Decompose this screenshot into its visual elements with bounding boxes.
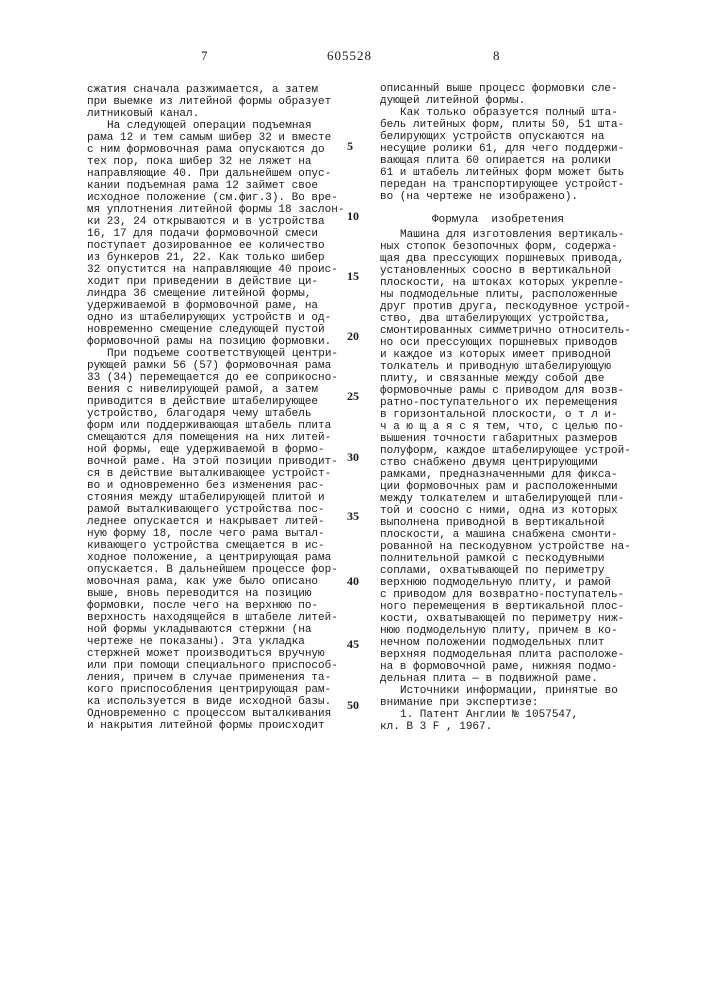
text-line: рама 12 и тем самым шибер 32 и вместе [87,132,344,144]
text-line: установленных соосно в вертикальной [380,265,631,277]
text-line: При подъеме соответствующей центри- [87,348,344,360]
formula-heading: Формула изобретения [432,214,564,226]
text-line: верхность находящейся в штабеле литей- [87,612,344,624]
text-line: ратно-поступательного их перемещения [380,397,631,409]
text-line: удерживаемой в формовочной раме, на [87,300,344,312]
text-line: полнительной рамкой с пескодувными [380,553,631,565]
text-line: между толкателем и штабелирующей пли- [380,493,631,505]
text-line: формовочной рамы на позицию формовки. [87,336,344,348]
text-line: полуформ, каждое штабелирующее устрой- [380,445,631,457]
text-line: и каждое из которых имеет приводной [380,349,631,361]
text-line: соплами, охватывающей по периметру [380,565,631,577]
text-line: плоскости, а машина снабжена смонти- [380,529,631,541]
text-line: верхнюю подмодельную плиту, и рамой [380,577,631,589]
text-line: нюю подмодельную плиту, причем в ко- [380,625,631,637]
text-line: кании подъемная рама 12 займет свое [87,180,344,192]
text-line: опускается. В дальнейшем процессе фор- [87,564,344,576]
text-line: описанный выше процесс формовки сле- [380,83,624,95]
text-line: вочной раме. На этой позиции приводит- [87,456,344,468]
text-line: стояния между штабелирующей плитой и [87,492,344,504]
text-line: на в формовочной раме, нижняя подмо- [380,661,631,673]
text-line: ной формы, еще удерживаемой в формо- [87,444,344,456]
text-line: смонтированных симметрично относитель- [380,325,631,337]
text-line: кости, охватывающей по периметру ниж- [380,613,631,625]
line-number: 45 [347,637,359,652]
text-line: тех пор, пока шибер 32 не ляжет на [87,156,344,168]
text-line: 1. Патент Англии № 1057547, [380,709,631,721]
text-line: стержней может производиться вручную [87,648,344,660]
text-line: сжатия сначала разжимается, а затем [87,84,344,96]
patent-number: 605528 [327,48,372,64]
line-number: 30 [347,450,359,465]
text-line: вающая плита 60 опирается на ролики [380,155,624,167]
text-line: вения с нивелирующей рамой, а затем [87,384,344,396]
text-line: устройство, благодаря чему штабель [87,408,344,420]
text-line: рамками, предназначенными для фикса- [380,469,631,481]
text-line: ную форму 18, после чего рама вытал- [87,528,344,540]
text-line: ходит при приведении в действие ци- [87,276,344,288]
text-line: леднее опускается и накрывает литей- [87,516,344,528]
text-line: при выемке из литейной формы образует [87,96,344,108]
text-line: в горизонтальной плоскости, о т л и- [380,409,631,421]
text-line: новременно смещение следующей пустой [87,324,344,336]
line-number: 40 [347,574,359,589]
line-number: 20 [347,329,359,344]
text-line: несущие ролики 61, для чего поддержи- [380,143,624,155]
text-line: плиту, и связанные между собой две [380,373,631,385]
text-line: ка используется в виде исходной базы. [87,696,344,708]
text-line: щая два прессующих поршневых привода, [380,253,631,265]
text-line: приводится в действие штабелирующее [87,396,344,408]
text-line: ного перемещения в вертикальной плос- [380,601,631,613]
text-line: рованной на пескодувном устройстве на- [380,541,631,553]
text-line: ны подмодельные плиты, расположенные [380,289,631,301]
line-number: 5 [347,139,353,154]
text-line: бель литейных форм, плиты 50, 51 шта- [380,119,624,131]
text-line: 16, 17 для подачи формовочной смеси [87,228,344,240]
right-column-paragraph [380,83,624,203]
text-line: выполнена приводной в вертикальной [380,517,631,529]
text-line: 32 опустится на направляющие 40 проис- [87,264,344,276]
text-line: кого приспособления центрирующая рам- [87,684,344,696]
text-line: рамой выталкивающего устройства пос- [87,504,344,516]
text-line: внимание при экспертизе: [380,697,631,709]
text-line: с приводом для возвратно-поступатель- [380,589,631,601]
text-line: рующей рамки 56 (57) формовочная рама [87,360,344,372]
text-line: толкатель и приводную штабелирующую [380,361,631,373]
text-line: мя уплотнения литейной формы 18 заслон- [87,204,344,216]
text-line: выше, вновь переводится на позицию [87,588,344,600]
text-line: Как только образуется полный шта- [380,107,624,119]
text-line: На следующей операции подъемная [87,120,344,132]
text-line: ч а ю щ а я с я тем, что, с целью по- [380,421,631,433]
text-line: ной формы укладываются стержни (на [87,624,344,636]
text-line: во (на чертеже не изображено). [380,191,624,203]
page-number-right: 8 [493,48,500,64]
text-line: ство снабжено двумя центрирующими [380,457,631,469]
text-line: Одновременно с процессом выталкивания [87,708,344,720]
text-line: мовочная рама, как уже было описано [87,576,344,588]
text-line: формовки, после чего на верхнюю по- [87,600,344,612]
text-line: белирующих устройств опускаются на [380,131,624,143]
text-line: с ним формовочная рама опускаются до [87,144,344,156]
line-number: 25 [347,389,359,404]
text-line: чертеже не показаны). Эта укладка [87,636,344,648]
text-line: Машина для изготовления вертикаль- [380,229,631,241]
text-line: нечном положении подмодельных плит [380,637,631,649]
text-line: или при помощи специального приспособ- [87,660,344,672]
text-line: линдра 36 смещение литейной формы, [87,288,344,300]
text-line: исходное положение (см.фиг.3). Во вре- [87,192,344,204]
text-line: верхняя подмодельная плита расположе- [380,649,631,661]
text-line: той и соосно с ними, одна из которых [380,505,631,517]
text-line: но оси прессующих поршневых приводов [380,337,631,349]
text-line: формовочные рамы с приводом для возв- [380,385,631,397]
line-number: 35 [347,509,359,524]
text-line: ных стопок безопочных форм, содержа- [380,241,631,253]
text-line: литниковый канал. [87,108,344,120]
left-column-text [87,84,344,732]
line-number: 10 [347,209,359,224]
text-line: 61 и штабель литейных форм может быть [380,167,624,179]
claims-text [380,229,631,733]
text-line: из бункеров 21, 22. Как только шибер [87,252,344,264]
text-line: ки 23, 24 открываются и в устройства [87,216,344,228]
line-number: 15 [347,269,359,284]
text-line: ство, два штабелирующих устройства, [380,313,631,325]
text-line: Источники информации, принятые во [380,685,631,697]
text-line: направляющие 40. При дальнейшем опус- [87,168,344,180]
line-number: 50 [347,698,359,713]
text-line: плоскости, на штоках которых укрепле- [380,277,631,289]
text-line: 33 (34) перемещается до ее соприкосно- [87,372,344,384]
text-line: ции формовочных рам и расположенными [380,481,631,493]
text-line: одно из штабелирующих устройств и од- [87,312,344,324]
text-line: ходное положение, а центрирующая рама [87,552,344,564]
text-line: поступает дозированное ее количество [87,240,344,252]
text-line: смещаются для помещения на них литей- [87,432,344,444]
text-line: дельная плита — в подвижной раме. [380,673,631,685]
text-line: вышения точности габаритных размеров [380,433,631,445]
text-line: ления, причем в случае применения та- [87,672,344,684]
text-line: форм или поддерживающая штабель плита [87,420,344,432]
text-line: во и одновременно без изменения рас- [87,480,344,492]
text-line: друг против друга, пескодувное устрой- [380,301,631,313]
text-line: передан на транспортирующее устройст- [380,179,624,191]
text-line: ся в действие выталкивающее устройст- [87,468,344,480]
text-line: кивающего устройства смещается в ис- [87,540,344,552]
page-number-left: 7 [201,48,208,64]
text-line: и накрытия литейной формы происходит [87,720,344,732]
text-line: кл. В 3 F , 1967. [380,721,631,733]
text-line: дующей литейной формы. [380,95,624,107]
